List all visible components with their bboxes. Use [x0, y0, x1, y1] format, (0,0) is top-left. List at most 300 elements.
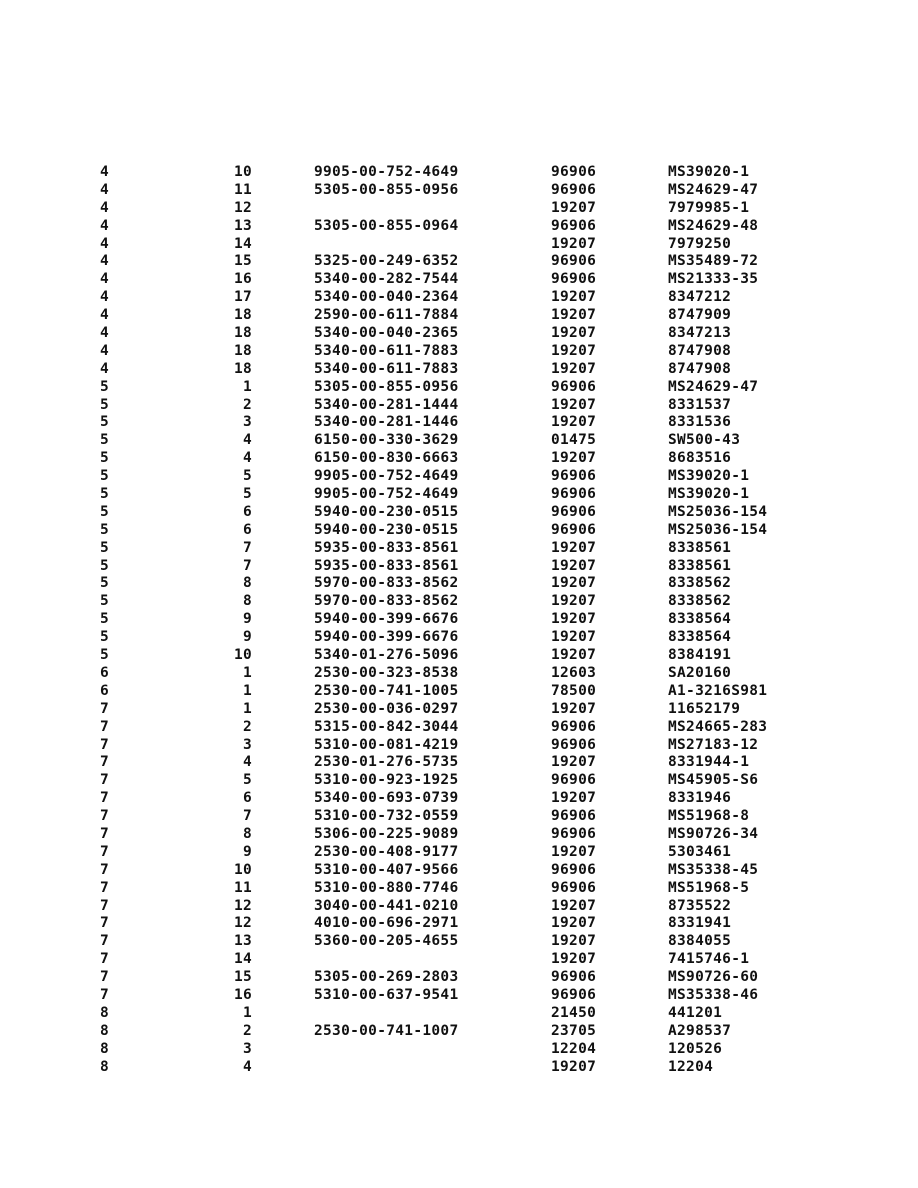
- figure-number-cell: 4: [100, 217, 110, 234]
- fscm-code-cell: 96906: [551, 808, 597, 825]
- table-row: [0, 271, 918, 289]
- fscm-code-cell: 19207: [551, 289, 597, 306]
- figure-number-cell: 5: [100, 575, 110, 592]
- item-number-cell: 8: [242, 825, 252, 842]
- part-number-cell: 8338564: [668, 611, 732, 628]
- table-row: [0, 647, 918, 665]
- item-number-cell: 16: [233, 986, 252, 1003]
- parts-table: [0, 164, 918, 1076]
- table-row: [0, 504, 918, 522]
- table-row: [0, 361, 918, 379]
- figure-number-cell: 5: [100, 378, 110, 395]
- item-number-cell: 10: [233, 164, 252, 180]
- item-number-cell: 12: [233, 199, 252, 216]
- table-row: [0, 343, 918, 361]
- part-number-cell: MS39020-1: [668, 164, 750, 180]
- part-number-cell: 120526: [668, 1040, 723, 1057]
- part-number-cell: 8384191: [668, 647, 732, 664]
- part-number-cell: 11652179: [668, 700, 741, 717]
- part-number-cell: 8331941: [668, 915, 732, 932]
- item-number-cell: 13: [233, 217, 252, 234]
- table-row: [0, 575, 918, 593]
- stock-number-cell: 5340-00-281-1446: [314, 414, 459, 431]
- figure-number-cell: 7: [100, 986, 110, 1003]
- fscm-code-cell: 96906: [551, 772, 597, 789]
- part-number-cell: 8347212: [668, 289, 732, 306]
- fscm-code-cell: 19207: [551, 199, 597, 216]
- item-number-cell: 1: [242, 682, 252, 699]
- stock-number-cell: 5325-00-249-6352: [314, 253, 459, 270]
- fscm-code-cell: 23705: [551, 1022, 597, 1039]
- fscm-code-cell: 19207: [551, 575, 597, 592]
- part-number-cell: MS35338-46: [668, 986, 759, 1003]
- fscm-code-cell: 19207: [551, 235, 597, 252]
- item-number-cell: 2: [242, 396, 252, 413]
- item-number-cell: 8: [242, 593, 252, 610]
- table-row: [0, 754, 918, 772]
- stock-number-cell: 5940-00-399-6676: [314, 629, 459, 646]
- stock-number-cell: 5340-00-040-2365: [314, 325, 459, 342]
- part-number-cell: 8384055: [668, 933, 732, 950]
- figure-number-cell: 5: [100, 647, 110, 664]
- figure-number-cell: 4: [100, 307, 110, 324]
- item-number-cell: 1: [242, 664, 252, 681]
- stock-number-cell: 5310-00-637-9541: [314, 986, 459, 1003]
- figure-number-cell: 7: [100, 933, 110, 950]
- table-row: [0, 558, 918, 576]
- item-number-cell: 4: [242, 432, 252, 449]
- figure-number-cell: 6: [100, 664, 110, 681]
- stock-number-cell: 5310-00-407-9566: [314, 861, 459, 878]
- table-row: [0, 218, 918, 236]
- figure-number-cell: 7: [100, 861, 110, 878]
- item-number-cell: 14: [233, 235, 252, 252]
- part-number-cell: SW500-43: [668, 432, 741, 449]
- table-row: [0, 307, 918, 325]
- item-number-cell: 3: [242, 736, 252, 753]
- table-row: [0, 683, 918, 701]
- stock-number-cell: 5340-00-611-7883: [314, 360, 459, 377]
- table-row: [0, 915, 918, 933]
- fscm-code-cell: 96906: [551, 969, 597, 986]
- fscm-code-cell: 19207: [551, 360, 597, 377]
- fscm-code-cell: 19207: [551, 611, 597, 628]
- figure-number-cell: 5: [100, 593, 110, 610]
- stock-number-cell: 5935-00-833-8561: [314, 539, 459, 556]
- stock-number-cell: 2530-00-036-0297: [314, 700, 459, 717]
- part-number-cell: MS21333-35: [668, 271, 759, 288]
- table-row: [0, 379, 918, 397]
- stock-number-cell: 5340-00-611-7883: [314, 342, 459, 359]
- stock-number-cell: 5310-00-732-0559: [314, 808, 459, 825]
- fscm-code-cell: 96906: [551, 271, 597, 288]
- item-number-cell: 18: [233, 342, 252, 359]
- table-row: [0, 540, 918, 558]
- part-number-cell: MS90726-34: [668, 825, 759, 842]
- part-number-cell: MS90726-60: [668, 969, 759, 986]
- part-number-cell: MS39020-1: [668, 468, 750, 485]
- table-row: [0, 808, 918, 826]
- item-number-cell: 2: [242, 1022, 252, 1039]
- part-number-cell: MS27183-12: [668, 736, 759, 753]
- table-row: [0, 236, 918, 254]
- table-row: [0, 790, 918, 808]
- stock-number-cell: 5306-00-225-9089: [314, 825, 459, 842]
- part-number-cell: 12204: [668, 1058, 714, 1075]
- part-number-cell: 5303461: [668, 843, 732, 860]
- table-row: [0, 522, 918, 540]
- stock-number-cell: 5940-00-399-6676: [314, 611, 459, 628]
- table-row: [0, 844, 918, 862]
- figure-number-cell: 5: [100, 468, 110, 485]
- table-row: [0, 182, 918, 200]
- fscm-code-cell: 19207: [551, 342, 597, 359]
- fscm-code-cell: 96906: [551, 468, 597, 485]
- figure-number-cell: 5: [100, 611, 110, 628]
- item-number-cell: 6: [242, 503, 252, 520]
- item-number-cell: 10: [233, 647, 252, 664]
- table-row: [0, 1059, 918, 1077]
- table-row: [0, 772, 918, 790]
- stock-number-cell: 5315-00-842-3044: [314, 718, 459, 735]
- part-number-cell: MS51968-8: [668, 808, 750, 825]
- fscm-code-cell: 19207: [551, 414, 597, 431]
- figure-number-cell: 4: [100, 164, 110, 180]
- stock-number-cell: 9905-00-752-4649: [314, 164, 459, 180]
- item-number-cell: 15: [233, 253, 252, 270]
- item-number-cell: 6: [242, 521, 252, 538]
- fscm-code-cell: 19207: [551, 557, 597, 574]
- fscm-code-cell: 96906: [551, 986, 597, 1003]
- part-number-cell: MS35338-45: [668, 861, 759, 878]
- item-number-cell: 4: [242, 754, 252, 771]
- figure-number-cell: 8: [100, 1004, 110, 1021]
- stock-number-cell: 5310-00-880-7746: [314, 879, 459, 896]
- part-number-cell: 8338562: [668, 593, 732, 610]
- fscm-code-cell: 96906: [551, 879, 597, 896]
- table-row: [0, 737, 918, 755]
- stock-number-cell: 2590-00-611-7884: [314, 307, 459, 324]
- stock-number-cell: 2530-01-276-5735: [314, 754, 459, 771]
- table-row: [0, 933, 918, 951]
- item-number-cell: 2: [242, 718, 252, 735]
- stock-number-cell: 3040-00-441-0210: [314, 897, 459, 914]
- stock-number-cell: 2530-00-741-1005: [314, 682, 459, 699]
- fscm-code-cell: 12603: [551, 664, 597, 681]
- item-number-cell: 3: [242, 414, 252, 431]
- part-number-cell: 8331536: [668, 414, 732, 431]
- part-number-cell: MS45905-S6: [668, 772, 759, 789]
- fscm-code-cell: 96906: [551, 503, 597, 520]
- figure-number-cell: 6: [100, 682, 110, 699]
- stock-number-cell: 5305-00-269-2803: [314, 969, 459, 986]
- figure-number-cell: 4: [100, 360, 110, 377]
- figure-number-cell: 5: [100, 503, 110, 520]
- fscm-code-cell: 19207: [551, 915, 597, 932]
- item-number-cell: 9: [242, 629, 252, 646]
- stock-number-cell: 5340-01-276-5096: [314, 647, 459, 664]
- fscm-code-cell: 96906: [551, 718, 597, 735]
- stock-number-cell: 2530-00-741-1007: [314, 1022, 459, 1039]
- stock-number-cell: 5940-00-230-0515: [314, 503, 459, 520]
- item-number-cell: 6: [242, 790, 252, 807]
- stock-number-cell: 5310-00-081-4219: [314, 736, 459, 753]
- item-number-cell: 11: [233, 879, 252, 896]
- fscm-code-cell: 19207: [551, 593, 597, 610]
- item-number-cell: 17: [233, 289, 252, 306]
- fscm-code-cell: 19207: [551, 843, 597, 860]
- table-row: [0, 486, 918, 504]
- part-number-cell: 8683516: [668, 450, 732, 467]
- fscm-code-cell: 19207: [551, 629, 597, 646]
- part-number-cell: MS35489-72: [668, 253, 759, 270]
- fscm-code-cell: 19207: [551, 897, 597, 914]
- item-number-cell: 9: [242, 611, 252, 628]
- item-number-cell: 5: [242, 772, 252, 789]
- part-number-cell: MS24629-47: [668, 378, 759, 395]
- fscm-code-cell: 21450: [551, 1004, 597, 1021]
- figure-number-cell: 5: [100, 521, 110, 538]
- item-number-cell: 18: [233, 360, 252, 377]
- table-row: [0, 719, 918, 737]
- figure-number-cell: 7: [100, 825, 110, 842]
- item-number-cell: 1: [242, 700, 252, 717]
- item-number-cell: 7: [242, 539, 252, 556]
- stock-number-cell: 5340-00-693-0739: [314, 790, 459, 807]
- table-row: [0, 701, 918, 719]
- figure-number-cell: 7: [100, 700, 110, 717]
- figure-number-cell: 5: [100, 539, 110, 556]
- figure-number-cell: 5: [100, 450, 110, 467]
- table-row: [0, 450, 918, 468]
- item-number-cell: 18: [233, 325, 252, 342]
- figure-number-cell: 8: [100, 1022, 110, 1039]
- table-row: [0, 468, 918, 486]
- figure-number-cell: 7: [100, 951, 110, 968]
- fscm-code-cell: 96906: [551, 164, 597, 180]
- table-row: [0, 1023, 918, 1041]
- item-number-cell: 5: [242, 468, 252, 485]
- part-number-cell: 7979250: [668, 235, 732, 252]
- part-number-cell: 8331946: [668, 790, 732, 807]
- figure-number-cell: 8: [100, 1058, 110, 1075]
- stock-number-cell: 9905-00-752-4649: [314, 468, 459, 485]
- item-number-cell: 7: [242, 808, 252, 825]
- stock-number-cell: 9905-00-752-4649: [314, 486, 459, 503]
- table-row: [0, 898, 918, 916]
- stock-number-cell: 2530-00-408-9177: [314, 843, 459, 860]
- fscm-code-cell: 96906: [551, 378, 597, 395]
- figure-number-cell: 5: [100, 414, 110, 431]
- part-number-cell: MS24629-48: [668, 217, 759, 234]
- table-row: [0, 951, 918, 969]
- item-number-cell: 14: [233, 951, 252, 968]
- table-row: [0, 414, 918, 432]
- table-row: [0, 665, 918, 683]
- fscm-code-cell: 01475: [551, 432, 597, 449]
- part-number-cell: 8331537: [668, 396, 732, 413]
- part-number-cell: MS39020-1: [668, 486, 750, 503]
- table-row: [0, 593, 918, 611]
- stock-number-cell: 5305-00-855-0964: [314, 217, 459, 234]
- part-number-cell: 441201: [668, 1004, 723, 1021]
- part-number-cell: MS51968-5: [668, 879, 750, 896]
- stock-number-cell: 5340-00-040-2364: [314, 289, 459, 306]
- stock-number-cell: 4010-00-696-2971: [314, 915, 459, 932]
- item-number-cell: 1: [242, 1004, 252, 1021]
- table-row: [0, 969, 918, 987]
- part-number-cell: MS25036-154: [668, 521, 768, 538]
- stock-number-cell: 5340-00-281-1444: [314, 396, 459, 413]
- figure-number-cell: 4: [100, 235, 110, 252]
- fscm-code-cell: 96906: [551, 217, 597, 234]
- table-row: [0, 325, 918, 343]
- fscm-code-cell: 19207: [551, 754, 597, 771]
- fscm-code-cell: 19207: [551, 325, 597, 342]
- table-row: [0, 432, 918, 450]
- part-number-cell: 8338562: [668, 575, 732, 592]
- item-number-cell: 7: [242, 557, 252, 574]
- item-number-cell: 13: [233, 933, 252, 950]
- table-row: [0, 164, 918, 182]
- part-number-cell: 7415746-1: [668, 951, 750, 968]
- part-number-cell: MS24665-283: [668, 718, 768, 735]
- fscm-code-cell: 96906: [551, 825, 597, 842]
- part-number-cell: A1-3216S981: [668, 682, 768, 699]
- item-number-cell: 18: [233, 307, 252, 324]
- figure-number-cell: 5: [100, 486, 110, 503]
- fscm-code-cell: 19207: [551, 700, 597, 717]
- item-number-cell: 1: [242, 378, 252, 395]
- part-number-cell: 8338561: [668, 557, 732, 574]
- part-number-cell: A298537: [668, 1022, 732, 1039]
- fscm-code-cell: 12204: [551, 1040, 597, 1057]
- figure-number-cell: 7: [100, 754, 110, 771]
- fscm-code-cell: 96906: [551, 486, 597, 503]
- table-row: [0, 253, 918, 271]
- stock-number-cell: 6150-00-830-6663: [314, 450, 459, 467]
- item-number-cell: 10: [233, 861, 252, 878]
- table-row: [0, 611, 918, 629]
- stock-number-cell: 5970-00-833-8562: [314, 575, 459, 592]
- figure-number-cell: 4: [100, 181, 110, 198]
- figure-number-cell: 7: [100, 736, 110, 753]
- table-row: [0, 862, 918, 880]
- fscm-code-cell: 96906: [551, 253, 597, 270]
- figure-number-cell: 7: [100, 897, 110, 914]
- table-row: [0, 397, 918, 415]
- figure-number-cell: 5: [100, 629, 110, 646]
- table-row: [0, 1041, 918, 1059]
- part-number-cell: SA20160: [668, 664, 732, 681]
- part-number-cell: 8338564: [668, 629, 732, 646]
- item-number-cell: 4: [242, 1058, 252, 1075]
- figure-number-cell: 5: [100, 396, 110, 413]
- figure-number-cell: 4: [100, 289, 110, 306]
- fscm-code-cell: 96906: [551, 736, 597, 753]
- fscm-code-cell: 19207: [551, 450, 597, 467]
- stock-number-cell: 5305-00-855-0956: [314, 181, 459, 198]
- table-row: [0, 826, 918, 844]
- figure-number-cell: 7: [100, 879, 110, 896]
- part-number-cell: 8747908: [668, 360, 732, 377]
- stock-number-cell: 6150-00-330-3629: [314, 432, 459, 449]
- table-row: [0, 200, 918, 218]
- figure-number-cell: 7: [100, 843, 110, 860]
- item-number-cell: 16: [233, 271, 252, 288]
- item-number-cell: 15: [233, 969, 252, 986]
- fscm-code-cell: 19207: [551, 396, 597, 413]
- figure-number-cell: 7: [100, 969, 110, 986]
- item-number-cell: 9: [242, 843, 252, 860]
- figure-number-cell: 4: [100, 199, 110, 216]
- figure-number-cell: 5: [100, 432, 110, 449]
- stock-number-cell: 5340-00-282-7544: [314, 271, 459, 288]
- fscm-code-cell: 96906: [551, 861, 597, 878]
- stock-number-cell: 2530-00-323-8538: [314, 664, 459, 681]
- fscm-code-cell: 19207: [551, 933, 597, 950]
- figure-number-cell: 5: [100, 557, 110, 574]
- item-number-cell: 5: [242, 486, 252, 503]
- part-number-cell: 8347213: [668, 325, 732, 342]
- part-number-cell: 8735522: [668, 897, 732, 914]
- fscm-code-cell: 19207: [551, 1058, 597, 1075]
- fscm-code-cell: 96906: [551, 181, 597, 198]
- item-number-cell: 3: [242, 1040, 252, 1057]
- figure-number-cell: 7: [100, 915, 110, 932]
- table-row: [0, 289, 918, 307]
- figure-number-cell: 4: [100, 271, 110, 288]
- table-row: [0, 629, 918, 647]
- table-row: [0, 987, 918, 1005]
- fscm-code-cell: 19207: [551, 307, 597, 324]
- item-number-cell: 8: [242, 575, 252, 592]
- stock-number-cell: 5970-00-833-8562: [314, 593, 459, 610]
- figure-number-cell: 4: [100, 253, 110, 270]
- stock-number-cell: 5305-00-855-0956: [314, 378, 459, 395]
- part-number-cell: 8338561: [668, 539, 732, 556]
- item-number-cell: 11: [233, 181, 252, 198]
- stock-number-cell: 5310-00-923-1925: [314, 772, 459, 789]
- table-row: [0, 880, 918, 898]
- fscm-code-cell: 19207: [551, 951, 597, 968]
- figure-number-cell: 7: [100, 718, 110, 735]
- fscm-code-cell: 19207: [551, 647, 597, 664]
- part-number-cell: 7979985-1: [668, 199, 750, 216]
- stock-number-cell: 5940-00-230-0515: [314, 521, 459, 538]
- item-number-cell: 12: [233, 897, 252, 914]
- stock-number-cell: 5360-00-205-4655: [314, 933, 459, 950]
- part-number-cell: 8747909: [668, 307, 732, 324]
- figure-number-cell: 7: [100, 808, 110, 825]
- figure-number-cell: 7: [100, 790, 110, 807]
- table-row: [0, 1005, 918, 1023]
- figure-number-cell: 4: [100, 325, 110, 342]
- part-number-cell: MS25036-154: [668, 503, 768, 520]
- figure-number-cell: 7: [100, 772, 110, 789]
- part-number-cell: MS24629-47: [668, 181, 759, 198]
- figure-number-cell: 4: [100, 342, 110, 359]
- stock-number-cell: 5935-00-833-8561: [314, 557, 459, 574]
- figure-number-cell: 8: [100, 1040, 110, 1057]
- part-number-cell: 8331944-1: [668, 754, 750, 771]
- fscm-code-cell: 19207: [551, 790, 597, 807]
- item-number-cell: 12: [233, 915, 252, 932]
- part-number-cell: 8747908: [668, 342, 732, 359]
- fscm-code-cell: 78500: [551, 682, 597, 699]
- item-number-cell: 4: [242, 450, 252, 467]
- fscm-code-cell: 19207: [551, 539, 597, 556]
